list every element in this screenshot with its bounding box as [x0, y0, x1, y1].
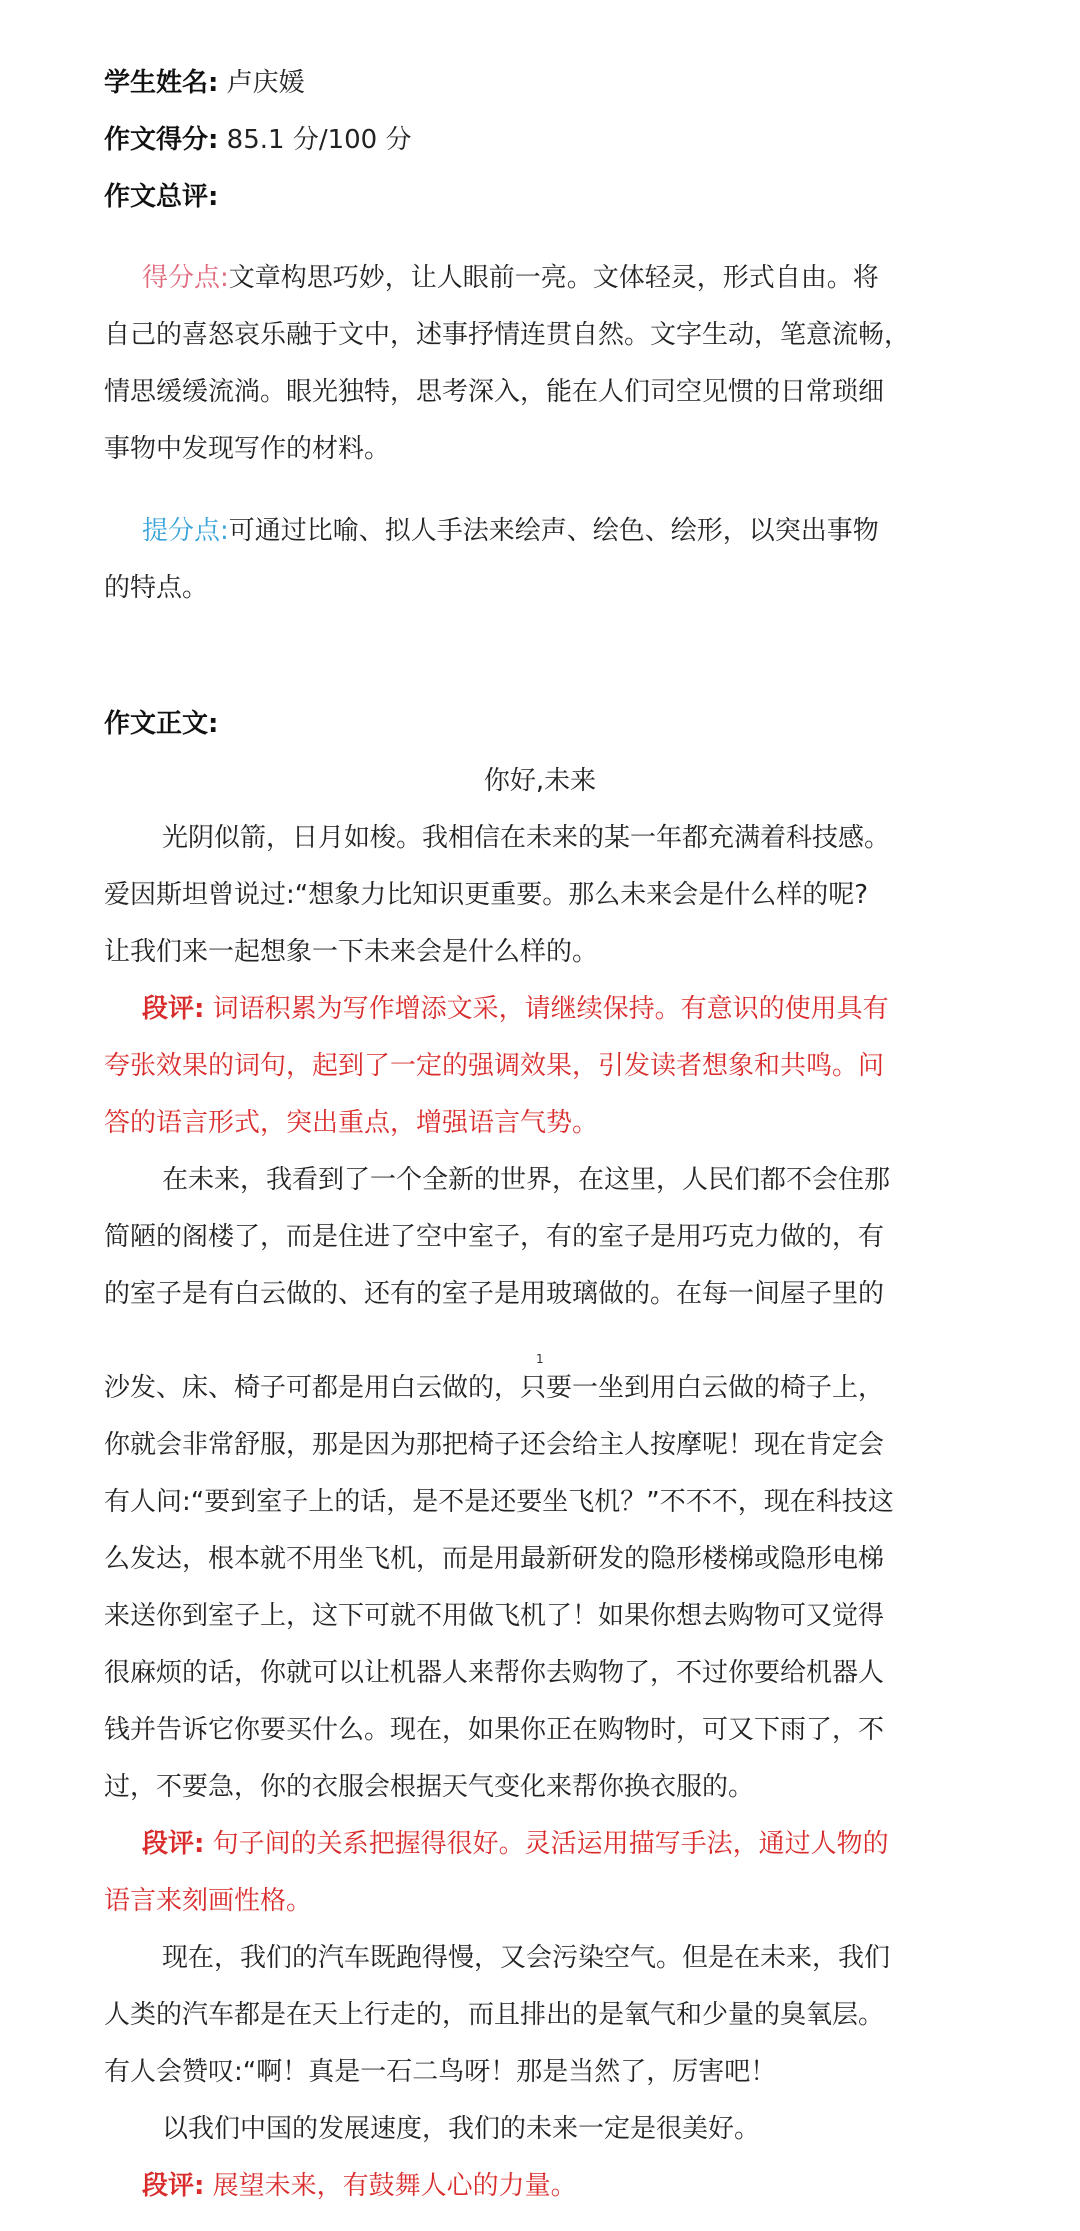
- essay-line: 有人问:“要到室子上的话，是不是还要坐飞机？”不不不，现在科技这: [104, 1487, 894, 1517]
- paragraph-comment-label: 段评:: [142, 1829, 205, 1859]
- essay-line: 么发达，根本就不用坐飞机，而是用最新研发的隐形楼梯或隐形电梯: [104, 1544, 885, 1574]
- improvements-line: [142, 511, 1080, 551]
- paragraph-comment-text: 展望未来，有鼓舞人心的力量。: [212, 2171, 577, 2201]
- improvements-label: 提分点:: [142, 516, 229, 546]
- student-name-label: 学生姓名:: [104, 68, 219, 98]
- score-label: 作文得分:: [104, 125, 219, 155]
- essay-line: 过，不要急，你的衣服会根据天气变化来帮你换衣服的。: [104, 1772, 755, 1802]
- paragraph-comment-label: 段评:: [142, 994, 205, 1024]
- paragraph-comment-line: 答的语言形式，突出重点，增强语言气势。: [104, 1108, 599, 1138]
- essay-body-heading-row: [104, 704, 1080, 744]
- overall-review-label: 作文总评:: [104, 182, 219, 212]
- paragraph-comment-text: 句子间的关系把握得很好。灵活运用描写手法，通过人物的: [212, 1829, 889, 1859]
- paragraph-comment-line: [142, 989, 1080, 1029]
- strengths-line: [142, 258, 1080, 298]
- essay-line: 你就会非常舒服，那是因为那把椅子还会给主人按摩呢！现在肯定会: [104, 1430, 885, 1460]
- essay-line: 很麻烦的话，你就可以让机器人来帮你去购物了，不过你要给机器人: [104, 1658, 885, 1688]
- paragraph-comment-text: 词语积累为写作增添文采，请继续保持。有意识的使用具有: [212, 994, 889, 1024]
- paragraph-comment-line: [142, 2166, 1080, 2206]
- essay-line: 有人会赞叹:“啊！真是一石二鸟呀！那是当然了，厉害吧！: [104, 2057, 777, 2087]
- essay-line: 的室子是有白云做的、还有的室子是用玻璃做的。在每一间屋子里的: [104, 1279, 885, 1309]
- essay-line: 现在，我们的汽车既跑得慢，又会污染空气。但是在未来，我们: [162, 1943, 891, 1973]
- strengths-text: 文章构思巧妙，让人眼前一亮。文体轻灵，形式自由。将: [228, 263, 879, 293]
- essay-line: 光阴似箭，日月如梭。我相信在未来的某一年都充满着科技感。: [162, 823, 891, 853]
- strengths-line: 情思缓缓流淌。眼光独特，思考深入，能在人们司空见惯的日常琐细: [104, 377, 885, 407]
- improvements-line: 的特点。: [104, 573, 209, 603]
- essay-title: 你好,未来: [483, 766, 597, 796]
- essay-line: 来送你到室子上，这下可就不用做飞机了！如果你想去购物可又觉得: [104, 1601, 885, 1631]
- overall-review-row: [104, 177, 1080, 217]
- paragraph-comment-line: 夸张效果的词句，起到了一定的强调效果，引发读者想象和共鸣。问: [104, 1051, 885, 1081]
- essay-line: 爱因斯坦曾说过:“想象力比知识更重要。那么未来会是什么样的呢?: [104, 880, 869, 910]
- essay-line: 以我们中国的发展速度，我们的未来一定是很美好。: [162, 2114, 761, 2144]
- paragraph-comment-line: [142, 1824, 1080, 1864]
- paragraph-comment-line: 语言来刻画性格。: [104, 1886, 313, 1916]
- essay-body-heading: 作文正文:: [104, 709, 219, 739]
- essay-line: 在未来，我看到了一个全新的世界，在这里，人民们都不会住那: [162, 1165, 891, 1195]
- essay-line: 简陋的阁楼了，而是住进了空中室子，有的室子是用巧克力做的，有: [104, 1222, 885, 1252]
- student-name-row: [104, 63, 1080, 103]
- strengths-line: 自己的喜怒哀乐融于文中，述事抒情连贯自然。文字生动，笔意流畅，: [104, 320, 911, 350]
- footnote-marker: 1: [536, 1352, 544, 1366]
- paragraph-comment-label: 段评:: [142, 2171, 205, 2201]
- essay-line: 钱并告诉它你要买什么。现在，如果你正在购物时，可又下雨了，不: [104, 1715, 885, 1745]
- essay-line: 人类的汽车都是在天上行走的，而且排出的是氧气和少量的臭氧层。: [104, 2000, 885, 2030]
- strengths-line: 事物中发现写作的材料。: [104, 434, 391, 464]
- improvements-text: 可通过比喻、拟人手法来绘声、绘色、绘形，以突出事物: [228, 516, 879, 546]
- score-row: [104, 120, 1080, 160]
- strengths-label: 得分点:: [142, 263, 229, 293]
- essay-line: 沙发、床、椅子可都是用白云做的，只要一坐到用白云做的椅子上，: [104, 1373, 885, 1403]
- essay-line: 让我们来一起想象一下未来会是什么样的。: [104, 937, 599, 967]
- student-name-value: 卢庆媛: [226, 68, 305, 98]
- score-value: 85.1 分/100 分: [226, 125, 412, 155]
